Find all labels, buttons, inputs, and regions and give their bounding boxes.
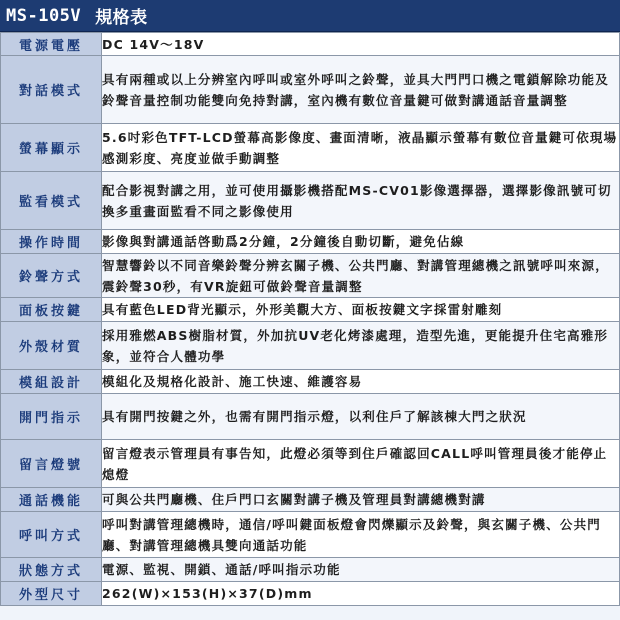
table-row <box>1 172 620 230</box>
table-row <box>1 394 620 440</box>
table-row <box>1 33 620 56</box>
row-value: 留言燈表示管理員有事告知，此燈必須等到住戶確認回CALL呼叫管理員後才能停止熄燈 <box>102 440 620 488</box>
row-value: 影像與對講通話啓動爲2分鐘，2分鐘後自動切斷，避免佔線 <box>102 230 620 254</box>
row-value: 具有兩種或以上分辨室內呼叫或室外呼叫之鈴聲，並具大門門口機之電鎖解除功能及鈴聲音量控制功能雙向免持對講，室內機有數位音量鍵可做對講通話音量調整 <box>102 56 620 124</box>
row-label: 對話模式 <box>1 56 102 124</box>
row-value: 配合影視對講之用，並可使用攝影機搭配MS-CV01影像選擇器，選擇影像訊號可切換多重畫面監看不同之影像使用 <box>102 172 620 230</box>
model-number: MS-105V <box>6 5 82 26</box>
row-value: 具有開門按鍵之外，也需有開門指示燈，以利住戶了解該棟大門之狀況 <box>102 394 620 440</box>
row-value: 模組化及規格化設計、施工快速、維護容易 <box>102 370 620 394</box>
row-value: 5.6吋彩色TFT-LCD螢幕高影像度、畫面清晰，液晶顯示螢幕有數位音量鍵可依現場感測彩度、亮度並做手動調整 <box>102 124 620 172</box>
table-row <box>1 56 620 124</box>
row-label: 鈴聲方式 <box>1 254 102 298</box>
row-label: 電源電壓 <box>1 33 102 56</box>
table-row <box>1 582 620 606</box>
row-value: 具有藍色LED背光顯示，外形美觀大方、面板按鍵文字採雷射雕刻 <box>102 298 620 322</box>
row-label: 狀態方式 <box>1 558 102 582</box>
table-row <box>1 254 620 298</box>
row-value: 智慧響鈴以不同音樂鈴聲分辨玄關子機、公共門廳、對講管理總機之訊號呼叫來源，震鈴聲30秒，有VR旋鈕可做鈴聲音量調整 <box>102 254 620 298</box>
row-value: DC 14V～18V <box>102 33 620 56</box>
table-row <box>1 298 620 322</box>
table-row <box>1 124 620 172</box>
page-title: 規格表 <box>95 8 148 28</box>
row-label: 留言燈號 <box>1 440 102 488</box>
table-row <box>1 322 620 370</box>
row-label: 外殼材質 <box>1 322 102 370</box>
row-value: 262(W)×153(H)×37(D)mm <box>102 582 620 606</box>
table-row <box>1 488 620 512</box>
table-row <box>1 558 620 582</box>
spec-table <box>0 32 620 606</box>
table-row <box>1 230 620 254</box>
row-label: 通話機能 <box>1 488 102 512</box>
row-label: 監看模式 <box>1 172 102 230</box>
row-label: 外型尺寸 <box>1 582 102 606</box>
table-row <box>1 440 620 488</box>
row-label: 呼叫方式 <box>1 512 102 558</box>
row-label: 操作時間 <box>1 230 102 254</box>
row-label: 開門指示 <box>1 394 102 440</box>
row-value: 採用雅燃ABS樹脂材質，外加抗UV老化烤漆處理，造型先進，更能提升住宅高雅形象，並符合人體功學 <box>102 322 620 370</box>
row-value: 可與公共門廳機、住戶門口玄關對講子機及管理員對講總機對講 <box>102 488 620 512</box>
row-value: 呼叫對講管理總機時，通信/呼叫鍵面板燈會閃爍顯示及鈴聲，與玄關子機、公共門廳、對講管理總機具雙向通話功能 <box>102 512 620 558</box>
table-row <box>1 512 620 558</box>
row-label: 模組設計 <box>1 370 102 394</box>
table-row <box>1 370 620 394</box>
row-label: 面板按鍵 <box>1 298 102 322</box>
row-value: 電源、監視、開鎖、通話/呼叫指示功能 <box>102 558 620 582</box>
row-label: 螢幕顯示 <box>1 124 102 172</box>
title-bar <box>0 0 620 32</box>
